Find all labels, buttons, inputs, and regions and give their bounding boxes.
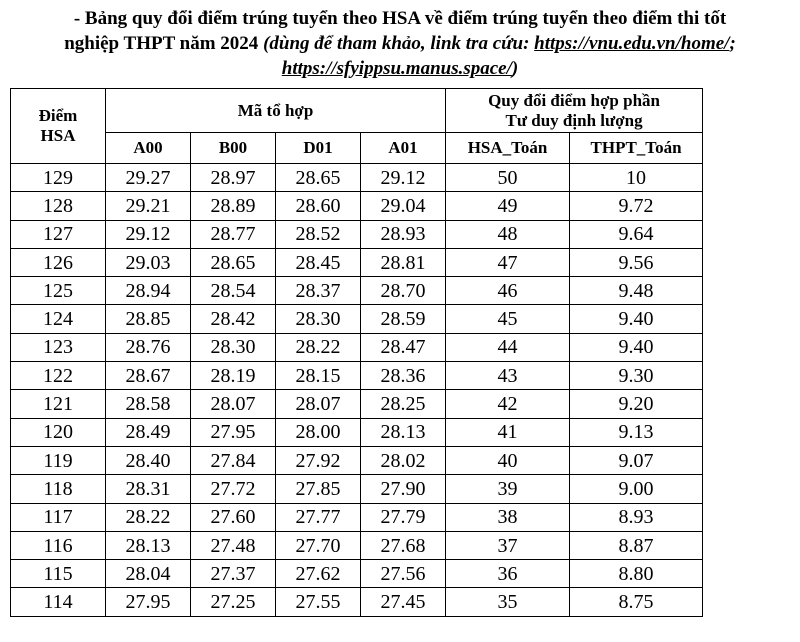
table-cell: 28.04 — [106, 560, 191, 588]
table-row — [11, 305, 703, 333]
table-cell: 28.02 — [361, 446, 446, 474]
table-cell: 45 — [446, 305, 570, 333]
table-cell: 37 — [446, 531, 570, 559]
table-cell: 28.49 — [106, 418, 191, 446]
table-cell: 10 — [570, 164, 703, 192]
table-cell: 28.19 — [191, 362, 276, 390]
table-cell: 28.94 — [106, 277, 191, 305]
table-cell: 29.21 — [106, 192, 191, 220]
table-cell: 8.80 — [570, 560, 703, 588]
conversion-table — [10, 88, 703, 617]
table-cell: 36 — [446, 560, 570, 588]
table-cell: 28.81 — [361, 248, 446, 276]
document-heading — [0, 6, 800, 81]
table-cell: 28.85 — [106, 305, 191, 333]
table-cell: 39 — [446, 475, 570, 503]
table-cell: 28.22 — [276, 333, 361, 361]
table-cell: 38 — [446, 503, 570, 531]
column-header: HSA_Toán — [446, 133, 570, 164]
table-cell: 9.00 — [570, 475, 703, 503]
table-cell: 42 — [446, 390, 570, 418]
header-ma-to-hop: Mã tổ hợp — [106, 89, 446, 133]
hsa-score-cell: 129 — [11, 164, 106, 192]
table-cell: 41 — [446, 418, 570, 446]
hsa-score-cell: 119 — [11, 446, 106, 474]
table-cell: 28.58 — [106, 390, 191, 418]
table-cell: 27.25 — [191, 588, 276, 616]
table-cell: 27.92 — [276, 446, 361, 474]
table-cell: 9.72 — [570, 192, 703, 220]
table-cell: 28.60 — [276, 192, 361, 220]
table-cell: 40 — [446, 446, 570, 474]
table-row — [11, 220, 703, 248]
table-cell: 28.13 — [361, 418, 446, 446]
table-cell: 27.68 — [361, 531, 446, 559]
table-cell: 28.30 — [191, 333, 276, 361]
table-cell: 49 — [446, 192, 570, 220]
table-cell: 28.47 — [361, 333, 446, 361]
vnu-link[interactable]: https://vnu.edu.vn/home/ — [534, 33, 730, 54]
heading-line-1: - Bảng quy đổi điểm trúng tuyển theo HSA về điểm trúng tuyển theo điểm thi tốt — [73, 8, 727, 29]
table-cell: 28.97 — [191, 164, 276, 192]
table-body — [11, 164, 703, 617]
header-quy-doi-line2: Tư duy định lượng — [505, 110, 643, 130]
table-row — [11, 446, 703, 474]
table-cell: 28.70 — [361, 277, 446, 305]
table-cell: 27.45 — [361, 588, 446, 616]
table-cell: 9.13 — [570, 418, 703, 446]
hsa-score-cell: 124 — [11, 305, 106, 333]
table-cell: 28.52 — [276, 220, 361, 248]
table-cell: 28.07 — [276, 390, 361, 418]
heading-line-2 — [0, 31, 800, 56]
manus-link[interactable]: https://sfyippsu.manus.space/ — [281, 58, 512, 79]
table-cell: 43 — [446, 362, 570, 390]
table-cell: 29.12 — [106, 220, 191, 248]
column-header: A01 — [361, 133, 446, 164]
table-row — [11, 192, 703, 220]
table-cell: 28.45 — [276, 248, 361, 276]
table-cell: 27.95 — [191, 418, 276, 446]
table-cell: 29.04 — [361, 192, 446, 220]
table-cell: 28.31 — [106, 475, 191, 503]
table-cell: 29.03 — [106, 248, 191, 276]
hsa-score-cell: 120 — [11, 418, 106, 446]
table-cell: 28.93 — [361, 220, 446, 248]
hsa-score-cell: 122 — [11, 362, 106, 390]
table-cell: 9.48 — [570, 277, 703, 305]
table-cell: 27.62 — [276, 560, 361, 588]
table-cell: 8.87 — [570, 531, 703, 559]
table-row — [11, 418, 703, 446]
table-cell: 28.76 — [106, 333, 191, 361]
table-cell: 27.72 — [191, 475, 276, 503]
table-cell: 44 — [446, 333, 570, 361]
header-group-row — [11, 89, 703, 133]
table-cell: 27.79 — [361, 503, 446, 531]
table-row — [11, 277, 703, 305]
heading-semicolon: ; — [729, 33, 736, 54]
table-cell: 28.59 — [361, 305, 446, 333]
header-diem-hsa: Điểm HSA — [11, 89, 106, 164]
table-cell: 27.55 — [276, 588, 361, 616]
column-header: THPT_Toán — [570, 133, 703, 164]
table-cell: 9.64 — [570, 220, 703, 248]
table-cell: 9.56 — [570, 248, 703, 276]
table-cell: 28.42 — [191, 305, 276, 333]
table-cell: 27.37 — [191, 560, 276, 588]
table-cell: 27.56 — [361, 560, 446, 588]
table-cell: 28.07 — [191, 390, 276, 418]
table-row — [11, 588, 703, 616]
hsa-score-cell: 117 — [11, 503, 106, 531]
hsa-score-cell: 128 — [11, 192, 106, 220]
table-cell: 9.30 — [570, 362, 703, 390]
header-quy-doi-line1: Quy đổi điểm hợp phần — [488, 90, 660, 110]
table-cell: 28.30 — [276, 305, 361, 333]
table-cell: 28.25 — [361, 390, 446, 418]
table-cell: 28.54 — [191, 277, 276, 305]
table-row — [11, 164, 703, 192]
column-header: B00 — [191, 133, 276, 164]
table-row — [11, 475, 703, 503]
header-quy-doi — [446, 89, 703, 133]
table-cell: 28.22 — [106, 503, 191, 531]
column-header: A00 — [106, 133, 191, 164]
table-row — [11, 560, 703, 588]
table-cell: 28.00 — [276, 418, 361, 446]
table-cell: 27.70 — [276, 531, 361, 559]
table-cell: 50 — [446, 164, 570, 192]
table-cell: 8.93 — [570, 503, 703, 531]
heading-note-text: (dùng để tham khảo, link tra cứu: — [263, 33, 535, 54]
table-cell: 28.67 — [106, 362, 191, 390]
table-cell: 28.36 — [361, 362, 446, 390]
hsa-score-cell: 121 — [11, 390, 106, 418]
table-cell: 9.40 — [570, 305, 703, 333]
column-header: D01 — [276, 133, 361, 164]
table-cell: 28.13 — [106, 531, 191, 559]
table-cell: 47 — [446, 248, 570, 276]
table-cell: 28.40 — [106, 446, 191, 474]
table-cell: 28.65 — [276, 164, 361, 192]
table-cell: 8.75 — [570, 588, 703, 616]
table-cell: 28.15 — [276, 362, 361, 390]
table-cell: 28.37 — [276, 277, 361, 305]
table-cell: 27.60 — [191, 503, 276, 531]
heading-line-3 — [0, 56, 800, 81]
table-cell: 28.89 — [191, 192, 276, 220]
hsa-score-cell: 126 — [11, 248, 106, 276]
table-cell: 46 — [446, 277, 570, 305]
table-cell: 27.77 — [276, 503, 361, 531]
hsa-score-cell: 127 — [11, 220, 106, 248]
table-row — [11, 390, 703, 418]
hsa-score-cell: 115 — [11, 560, 106, 588]
header-columns-row — [11, 133, 703, 164]
table-row — [11, 503, 703, 531]
table-cell: 28.65 — [191, 248, 276, 276]
table-cell: 29.27 — [106, 164, 191, 192]
table-row — [11, 362, 703, 390]
hsa-score-cell: 114 — [11, 588, 106, 616]
hsa-score-cell: 116 — [11, 531, 106, 559]
table-row — [11, 531, 703, 559]
heading-line-2-bold: nghiệp THPT năm 2024 — [64, 33, 264, 54]
table-cell: 9.07 — [570, 446, 703, 474]
heading-note — [263, 33, 736, 54]
hsa-score-cell: 123 — [11, 333, 106, 361]
table-cell: 27.95 — [106, 588, 191, 616]
hsa-score-cell: 118 — [11, 475, 106, 503]
heading-close-paren: ) — [511, 58, 519, 79]
table-cell: 28.77 — [191, 220, 276, 248]
table-cell: 27.48 — [191, 531, 276, 559]
table-cell: 48 — [446, 220, 570, 248]
table-cell: 27.85 — [276, 475, 361, 503]
hsa-score-cell: 125 — [11, 277, 106, 305]
table-cell: 9.40 — [570, 333, 703, 361]
table-row — [11, 333, 703, 361]
table-cell: 9.20 — [570, 390, 703, 418]
table-cell: 35 — [446, 588, 570, 616]
table-cell: 27.90 — [361, 475, 446, 503]
table-cell: 27.84 — [191, 446, 276, 474]
table-row — [11, 248, 703, 276]
table-cell: 29.12 — [361, 164, 446, 192]
